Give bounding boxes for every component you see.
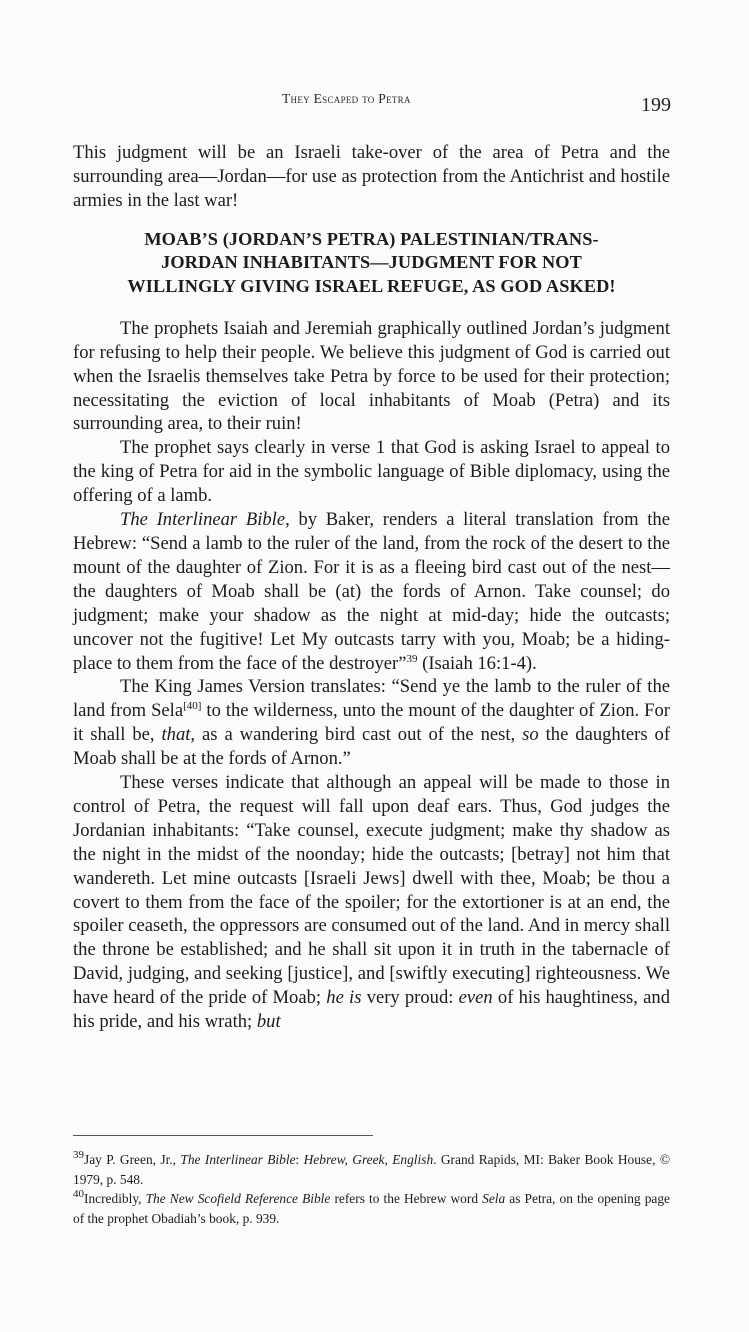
footnote-39-text-c: . Grand Rapids, MI: Baker Book House, © 1979, p. 548.: [73, 1152, 670, 1187]
footnote-39-title: The Interlinear Bible: [180, 1152, 296, 1167]
heading-line-3: WILLINGLY GIVING ISRAEL REFUGE, AS GOD ASKED!: [127, 276, 616, 297]
running-head-text: hey Escaped to Petra: [290, 91, 411, 106]
intro-paragraph: This judgment will be an Israeli take-over of the area of Petra and the surrounding area—Jordan—for use as protection from the Antichrist and hostile armies in the last war!: [73, 142, 670, 211]
paragraph-4-text-d: , as a wandering bird cast out of the nest,: [190, 724, 523, 746]
paragraph-4-italic-so: so: [522, 724, 539, 746]
heading-line-1: MOAB’S (JORDAN’S PETRA) PALESTINIAN/TRANS-: [144, 228, 599, 249]
footnote-39-number: 39: [73, 1149, 84, 1161]
paragraph-4-italic-that: that: [161, 724, 191, 746]
footnote-rule: [73, 1135, 373, 1136]
paragraph-5-text-c: very proud:: [361, 987, 459, 1009]
paragraph-3-text: , by Baker, renders a literal translation from the Hebrew: “Send a lamb to the ruler of the land, from the rock of the desert to the mount of the daughter of Zion. For it is as a fleeing bird cast out of the nest—the daughters of Moab shall be (at) the fords of Arnon. Take counsel; do judgment; make your shadow as the night at mid-day; hide the outcasts; uncover not the fugitive! Let My outcasts tarry with you, Moab; be a hiding-place to them from the face of the destroyer”: [73, 509, 670, 674]
paragraph-4-text-b: to the wilderness, unto the mount of the daughter of Zion. For it shall be,: [73, 700, 671, 746]
running-head-initial: T: [282, 91, 291, 106]
footnote-40-number: 40: [73, 1188, 84, 1200]
paragraph-5-italic-even: even: [458, 987, 493, 1009]
paragraph-2: The prophet says clearly in verse 1 that God is asking Israel to appeal to the king of Petra for aid in the symbolic language of Bible diplomacy, using the offering of a lamb.: [73, 437, 670, 507]
paragraph-5-text-e: of his haughtiness, and his pride, and his wrath;: [73, 987, 670, 1033]
footnote-40-text-a: Incredibly,: [84, 1191, 146, 1206]
paragraph-4-text-f: the daughters of Moab shall be at the fords of Arnon.”: [73, 724, 671, 770]
footnote-39-text-b: :: [295, 1152, 304, 1167]
paragraph-5-text-a: These verses indicate that although an appeal will be made to those in control of Petra, the request will fall upon deaf ears. Thus, God judges the Jordanian inhabitants: “Take counsel, execute judgment; make thy shadow as the night in the midst of the noonday; hide the outcasts; [betray] not him that wandereth. Let mine outcasts [Israeli Jews] dwell with thee, Moab; be thou a covert to them from the face of the spoiler; for the extortioner is at an end, the spoiler ceaseth, the oppressors are consumed out of the land. And in mercy shall the throne be established; and he shall sit upon it in truth in the tabernacle of David, judging, and seeking [justice], and [swiftly executing] righteousness. We have heard of the pride of Moab;: [73, 772, 670, 1009]
footnote-40-word-sela: Sela: [482, 1191, 506, 1206]
heading-line-2: JORDAN INHABITANTS—JUDGMENT FOR NOT: [161, 252, 582, 273]
paragraph-1: The prophets Isaiah and Jeremiah graphically outlined Jordan’s judgment for refusing to help their people. We believe this judgment of God is carried out when the Israelis themselves take Petra by force to be used for their protection; necessitating the eviction of local inhabitants of Moab (Petra) and its surrounding area, to their ruin!: [73, 317, 670, 435]
footnote-40-text-b: refers to the Hebrew word: [330, 1191, 483, 1206]
paragraph-3-tail: (Isaiah 16:1-4).: [417, 652, 537, 674]
paragraph-3: [73, 508, 670, 675]
section-heading: [73, 228, 670, 299]
footnote-39: [73, 1150, 670, 1189]
paragraph-4: [73, 675, 670, 771]
footnote-39-subtitle: Hebrew, Greek, English: [303, 1152, 434, 1167]
paragraph-5-italic-he-is: he is: [326, 987, 362, 1009]
footnote-40-text-c: as Petra, on the opening page of the prophet Obadiah’s book, p. 939.: [73, 1191, 670, 1226]
footnote-ref-39[interactable]: 39: [406, 652, 418, 665]
interlinear-bible-title: The Interlinear Bible: [120, 509, 286, 531]
footnote-39-text-a: Jay P. Green, Jr.,: [84, 1152, 181, 1167]
paragraph-4-text-a: The King James Version translates: “Send ye the lamb to the ruler of the land from Sela: [73, 676, 670, 722]
paragraph-5-italic-but: but: [256, 1011, 281, 1033]
page-number: 199: [641, 94, 671, 116]
body-text: [73, 141, 670, 1034]
footnote-40: [73, 1189, 670, 1228]
footnotes: [73, 1150, 670, 1228]
footnote-40-title: The New Scofield Reference Bible: [145, 1191, 331, 1206]
footnote-ref-40[interactable]: [40]: [183, 700, 202, 713]
running-head: [282, 91, 411, 107]
paragraph-5: [73, 771, 670, 1034]
